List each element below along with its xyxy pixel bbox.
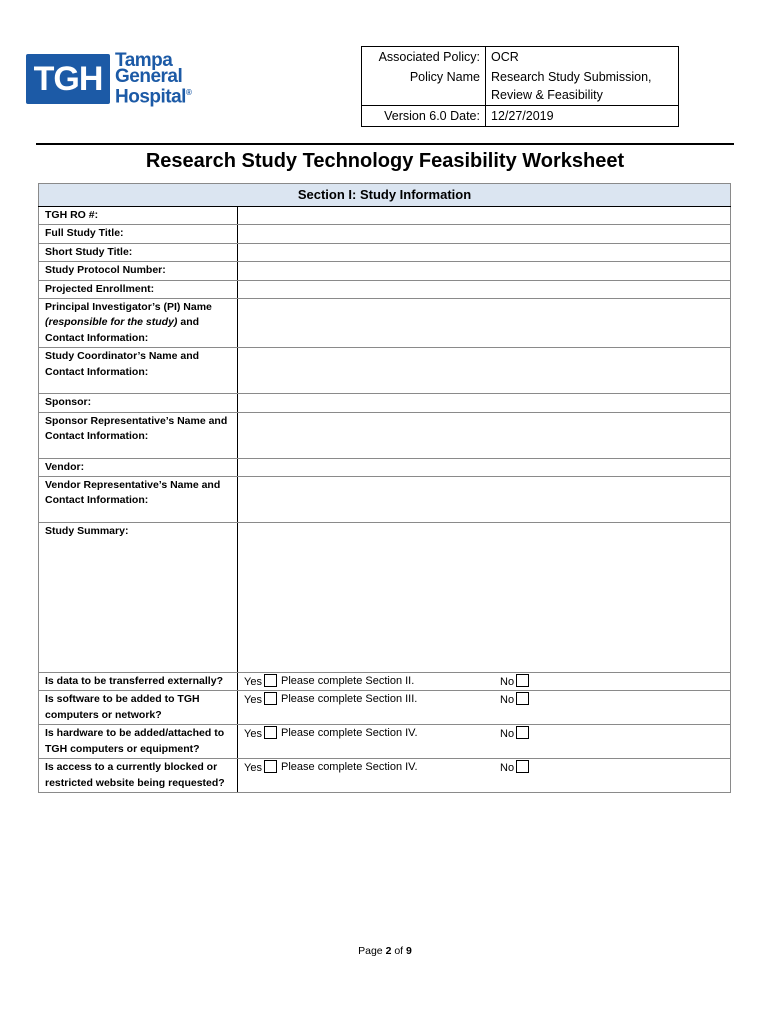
title-divider [36,143,734,145]
short-title-input[interactable] [238,243,731,261]
no-checkbox[interactable] [516,674,529,687]
policy-row-name [362,67,679,106]
field-label-protocol-number: Study Protocol Number: [39,262,238,280]
yes-option: Yes [244,760,277,776]
section-header: Section I: Study Information [39,184,731,207]
tgh-ro-input[interactable] [238,207,731,225]
footer-prefix: Page [358,945,386,957]
field-label-sponsor-rep [39,412,238,458]
hardware-label-line2: TGH computers or equipment? [45,742,200,755]
no-option: No [500,760,529,776]
yes-option: Yes [244,674,277,690]
yes-option: Yes [244,692,277,708]
vendor-rep-input[interactable] [238,477,731,523]
field-label-enrollment: Projected Enrollment: [39,280,238,298]
field-label-vendor: Vendor: [39,458,238,476]
footer-of: of [391,945,407,957]
section-note: Please complete Section IV. [281,727,418,740]
hardware-label-line1: Is hardware to be added/attached to [45,727,225,740]
footer-total-pages: 9 [406,945,412,957]
sponsor-input[interactable] [238,394,731,412]
yes-option: Yes [244,726,277,742]
question-label-hardware [39,725,238,759]
question-label-website [39,759,238,793]
vendor-input[interactable] [238,458,731,476]
yes-checkbox[interactable] [264,726,277,739]
no-option: No [500,674,529,690]
logo-registered-mark: ® [185,88,192,97]
page-title: Research Study Technology Feasibility Worksheet [145,150,625,172]
vendor-rep-label-line1: Vendor Representative’s Name and [45,479,221,492]
policy-value: Research Study Submission, Review & Feasibility [491,70,652,102]
summary-input[interactable] [238,523,731,673]
enrollment-input[interactable] [238,280,731,298]
no-option: No [500,692,529,708]
section-note: Please complete Section III. [281,693,418,706]
software-label-line2: computers or network? [45,708,162,721]
policy-value: OCR [491,50,519,64]
question-label-data-transfer: Is data to be transferred externally? [39,673,238,691]
policy-value: 12/27/2019 [486,106,679,127]
yes-checkbox[interactable] [264,674,277,687]
tgh-logo-wordmark [115,50,192,108]
section-note: Please complete Section II. [281,675,415,688]
question-options [238,691,731,725]
yes-checkbox[interactable] [264,760,277,773]
sponsor-rep-input[interactable] [238,412,731,458]
no-checkbox[interactable] [516,692,529,705]
no-option: No [500,726,529,742]
policy-label: Policy Name [362,67,486,106]
question-options [238,759,731,793]
field-label-short-title: Short Study Title: [39,243,238,261]
no-checkbox[interactable] [516,726,529,739]
policy-label: Associated Policy: [362,47,486,68]
page-footer [0,945,770,957]
no-checkbox[interactable] [516,760,529,773]
field-label-tgh-ro: TGH RO #: [39,207,238,225]
full-title-input[interactable] [238,225,731,243]
field-label-vendor-rep [39,477,238,523]
pi-label-emphasis: (responsible for the study) [45,316,178,329]
yes-checkbox[interactable] [264,692,277,705]
policy-row-associated [362,47,679,68]
tgh-logo-mark [26,54,110,104]
policy-header-table [361,46,679,127]
software-label-line1: Is software to be added to TGH [45,693,200,706]
field-label-sponsor: Sponsor: [39,394,238,412]
field-label-coordinator [39,348,238,394]
question-label-software [39,691,238,725]
logo-line-general: General [115,66,183,87]
website-label-line1: Is access to a currently blocked or [45,761,218,774]
pi-label-line1: Principal Investigator’s (PI) Name [45,301,212,314]
vendor-rep-label-line2: Contact Information: [45,494,149,507]
sponsor-rep-label-line1: Sponsor Representative’s Name and [45,414,228,427]
field-label-summary: Study Summary: [39,523,238,673]
field-label-pi [39,299,238,348]
coordinator-input[interactable] [238,348,731,394]
coordinator-label-line2: Contact Information: [45,365,149,378]
logo-line-hospital: Hospital® [115,86,192,108]
study-information-form [38,183,731,793]
coordinator-label-line1: Study Coordinator’s Name and [45,350,200,363]
website-label-line2: restricted website being requested? [45,776,225,789]
logo-line-tampa: Tampa [115,50,173,71]
question-options [238,673,731,691]
footer-page-number: 2 [385,945,392,957]
protocol-number-input[interactable] [238,262,731,280]
sponsor-rep-label-line2: Contact Information: [45,430,149,443]
pi-label-line2: (responsible for the study) and [45,316,200,329]
tgh-logo [26,50,206,108]
section-note: Please complete Section IV. [281,761,418,774]
policy-label: Version 6.0 Date: [362,106,486,127]
field-label-full-title: Full Study Title: [39,225,238,243]
pi-input[interactable] [238,299,731,348]
policy-row-version [362,106,679,127]
tgh-logo-mark-text: TGH [33,60,103,98]
question-options [238,725,731,759]
pi-label-line3: Contact Information: [45,331,149,344]
